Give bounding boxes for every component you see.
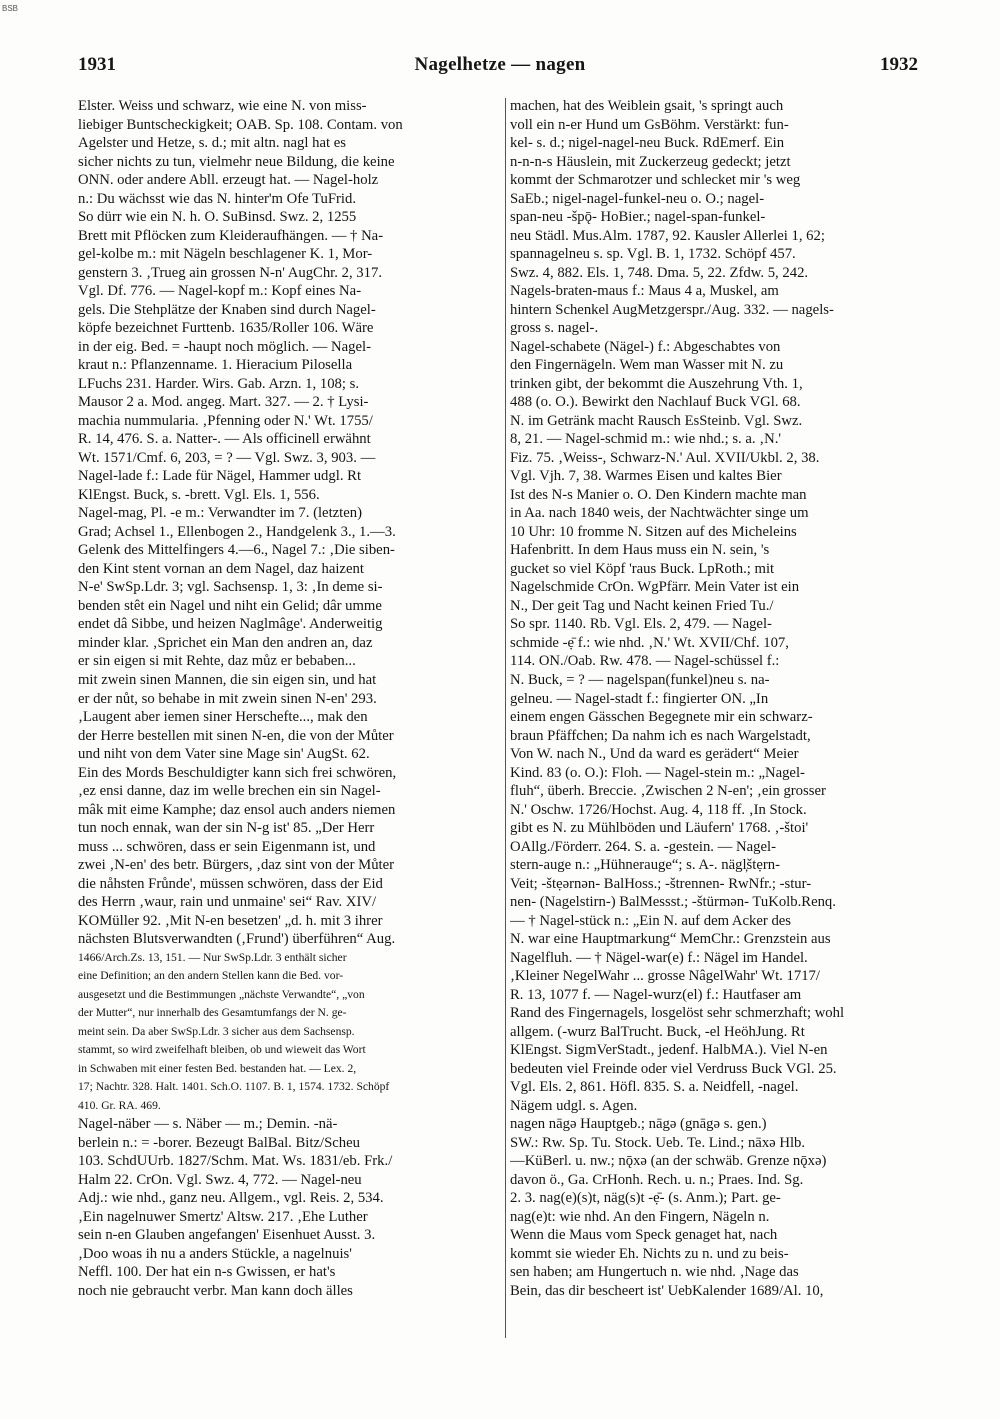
text-line: kraut n.: Pflanzenname. 1. Hieracium Pilosella <box>78 357 353 374</box>
text-line: braun Pfäffchen; Da nahm ich es nach Wargelstadt, <box>510 727 811 744</box>
text-line: den Kint stent vornan an dem Nagel, daz haizent <box>78 560 364 577</box>
text-line: der Herre bestellen mit sinen N-en, die von der Můter <box>78 727 394 744</box>
text-line: Vgl. Vjh. 7, 38. Warmes Eisen und kaltes Bier <box>510 468 782 485</box>
page-title: Nagelhetze — nagen <box>414 54 586 75</box>
text-line: berlein n.: = -borer. Bezeugt BalBal. Bitz/Scheu <box>78 1134 360 1151</box>
text-line: endet dâ Sibbe, und heizen Naglmâge'. Anderweitig <box>78 616 383 633</box>
text-line: hintern Schenkel AugMetzgerspr./Aug. 332. — nagels- <box>510 301 834 318</box>
text-line: noch nie gebraucht verbr. Man kann doch älles <box>78 1283 353 1299</box>
text-line: So spr. 1140. Rb. Vgl. Els. 2, 479. — Nagel- <box>510 616 772 633</box>
text-line: KlEngst. SigmVerStadt., jedenf. HalbMA.). Viel N-en <box>510 1042 828 1059</box>
text-line: machia nummularia. ‚Pfenning oder N.' Wt. 1755/ <box>78 412 373 429</box>
text-line: 488 (o. O.). Bewirkt den Nachlauf Buck VGl. 68. <box>510 394 801 411</box>
text-line: machen, hat des Weiblein gsait, 's springt auch <box>510 98 784 114</box>
text-line: Elster. Weiss und schwarz, wie eine N. von miss- <box>78 98 367 114</box>
text-line: 1466/Arch.Zs. 13, 151. — Nur SwSp.Ldr. 3 enthält sicher <box>78 950 347 964</box>
text-line: davon ö., Ga. CrHonh. Rech. u. n.; Praes. Ind. Sg. <box>510 1171 804 1188</box>
text-line: N.' Oschw. 1726/Hochst. Aug. 4, 118 ff. ‚In Stock. <box>510 801 807 818</box>
text-line: N. im Getränk macht Rausch EsSteinb. Vgl. Swz. <box>510 412 803 429</box>
text-line: zwei ‚N-en' des betr. Bürgers, ‚daz sint von der Můter <box>78 857 395 874</box>
text-line: 114. ON./Oab. Rw. 478. — Nagel-schüssel f.: <box>510 653 780 670</box>
text-line: Ist des N-s Manier o. O. Den Kindern machte man <box>510 486 807 503</box>
text-line: Fiz. 75. ‚Weiss-, Schwarz-N.' Aul. XVII/Ukbl. 2, 38. <box>510 449 820 466</box>
text-line: eine Definition; an den andern Stellen kann die Bed. vor- <box>78 969 344 983</box>
text-line: 410. Gr. RA. 469. <box>78 1098 161 1112</box>
text-line: Agelster und Hetze, s. d.; mit altn. nagl hat es <box>78 135 346 152</box>
text-line: OAllg./Förderr. 264. S. a. -gestein. — Nagel- <box>510 838 776 855</box>
text-line: N-e' SwSp.Ldr. 3; vgl. Sachsensp. 1, 3: ‚In deme si- <box>78 579 383 596</box>
text-line: neu Städl. Mus.Alm. 1787, 92. Kausler Allerlei 1, 62; <box>510 227 825 244</box>
text-line: Nagel-schabete (Nägel-) f.: Abgeschabtes von <box>510 338 781 355</box>
text-line: gel-kolbe m.: mit Nägeln beschlagener K. 1, Mor- <box>78 246 373 263</box>
text-line: Wt. 1571/Cmf. 6, 203, = ? — Vgl. Swz. 3, 903. — <box>78 449 376 466</box>
text-line: nächsten Blutsverwandten (‚Frund') überführen“ Aug. <box>78 931 396 948</box>
text-line: Veit; -štẹərnən- BalHoss.; -štrennen- RwNfr.; -stur- <box>510 875 812 892</box>
text-line: SaEb.; nigel-nagel-funkel-neu o. O.; nagel- <box>510 190 765 207</box>
text-line: tun noch ennak, wan der sin N-g ist' 85. „Der Herr <box>78 820 375 837</box>
text-line: KOMüller 92. ‚Mit N-en besetzen' „d. h. mit 3 ihrer <box>78 912 383 929</box>
text-line: LFuchs 231. Harder. Wirs. Gab. Arzn. 1, 108; s. <box>78 375 360 392</box>
text-line: trinken gibt, der bekommt die Auszehrung Vth. 1, <box>510 375 803 392</box>
text-line: er der nůt, so behabe in mit zwein sinen N-en' 293. <box>78 690 377 707</box>
text-line: ‚Ein nagelnuwer Smertz' Altsw. 217. ‚Ehe Luther <box>78 1208 368 1225</box>
text-line: nag(e)t: wie nhd. An den Fingern, Nägeln n. <box>510 1208 770 1225</box>
text-line: Neffl. 100. Der hat ein n-s Gwissen, er hat's <box>78 1264 336 1281</box>
text-line: liebiger Buntscheckigkeit; OAB. Sp. 108. Contam. von <box>78 116 403 133</box>
text-line: Ein des Mords Beschuldigter kann sich frei schwören, <box>78 764 397 781</box>
text-line: Swz. 4, 882. Els. 1, 748. Dma. 5, 22. Zfdw. 5, 242. <box>510 264 809 281</box>
text-line: mâk mit eime Kamphe; daz ensol auch anders niemen <box>78 801 396 818</box>
text-line: Kind. 83 (o. O.): Floh. — Nagel-stein m.: „Nagel- <box>510 764 805 781</box>
text-line: 2. 3. nag(e)(s)t, näg(s)t -ẹ̄- (s. Anm.); Part. ge- <box>510 1190 781 1207</box>
text-line: ausgesetzt und die Bestimmungen „nächste Verwandte“, „von <box>78 987 365 1001</box>
text-line: Vgl. Els. 2, 861. Höfl. 835. S. a. Neidfell, -nagel. <box>510 1079 799 1096</box>
text-line: spannagelneu s. sp. Vgl. B. 1, 1732. Schöpf 457. <box>510 246 796 263</box>
text-line: allgem. (-wurz BalTrucht. Buck, -el HeöhJung. Rt <box>510 1023 805 1040</box>
text-line: fluh“, überh. Breccie. ‚Zwischen 2 N-en'; ‚ein grosser <box>510 783 826 800</box>
text-line: in Aa. nach 1840 weis, der Nachtwächter singe um <box>510 505 809 522</box>
text-line: ‚ez ensi danne, daz im welle brechen ein sin Nagel- <box>78 783 381 800</box>
left-column <box>78 97 498 1301</box>
text-line: stammt, so wird zweifelhaft bleiben, ob und wieweit das Wort <box>78 1043 366 1057</box>
text-line: köpfe bezeichnet Furttenb. 1635/Roller 106. Wäre <box>78 320 374 337</box>
text-line: Hafenbritt. In dem Haus muss ein N. sein, 's <box>510 542 770 559</box>
text-line: gels. Die Stehplätze der Knaben sind durch Nagel- <box>78 301 376 318</box>
text-line: Wenn die Maus vom Speck genaget hat, nach <box>510 1227 778 1244</box>
text-line: So dürr wie ein N. h. O. SuBinsd. Swz. 2, 1255 <box>78 209 357 226</box>
text-line: den Fingernägeln. Wem man Wasser mit N. zu <box>510 357 784 374</box>
text-line: gibt es N. zu Mühlböden und Läufern' 1768. ‚-štoi' <box>510 820 809 837</box>
text-line: stern-auge n.: „Hühnerauge“; s. A-. nägl̦štẹrn- <box>510 857 780 874</box>
text-line: minder klar. ‚Sprichet ein Man den andren an, daz <box>78 634 373 651</box>
text-line: R. 14, 476. S. a. Natter-. — Als officinell erwähnt <box>78 431 371 448</box>
text-line: N. war eine Hauptmarkung“ MemChr.: Grenzstein aus <box>510 931 831 948</box>
text-line: Nagelschmide CrOn. WgPfärr. Mein Vater ist ein <box>510 579 800 596</box>
text-line: nen- (Nagelstirn-) BalMessst.; -štürmən- TuKolb.Renq. <box>510 894 836 911</box>
text-line: —KüBerl. u. nw.; nǭxə (an der schwäb. Grenze nǭxə) <box>510 1153 827 1170</box>
text-line: gelneu. — Nagel-stadt f.: fingierter ON. „In <box>510 690 769 707</box>
text-line: span-neu -špǭ- HoBier.; nagel-span-funkel- <box>510 209 766 226</box>
text-line: Adj.: wie nhd., ganz neu. Allgem., vgl. Reis. 2, 534. <box>78 1190 384 1207</box>
text-line: kommt sie wieder Eh. Nichts zu n. und zu beis- <box>510 1245 789 1262</box>
text-line: und niht von dem Vater sine Mage sin' AugSt. 62. <box>78 746 370 763</box>
text-line: genstern 3. ‚Trueg ain grossen N-n' AugChr. 2, 317. <box>78 264 382 281</box>
text-line: benden stêt ein Nagel und niht ein Gelid; dâr umme <box>78 597 382 614</box>
text-line: — † Nagel-stück n.: „Ein N. auf dem Acker des <box>510 912 792 929</box>
text-line: meint sein. Da aber SwSp.Ldr. 3 sicher aus dem Sachsensp. <box>78 1024 355 1038</box>
text-line: bedeuten viel Freinde oder viel Verdruss Buck VGl. 25. <box>510 1060 837 1077</box>
text-line: Nagel-mag, Pl. -e m.: Verwandter im 7. (letzten) <box>78 505 363 522</box>
text-line: schmide -ẹ̄ f.: wie nhd. ‚N.' Wt. XVII/Chf. 107, <box>510 634 789 651</box>
text-line: er sin eigen si mit Rehte, daz můz er bebaben... <box>78 653 356 670</box>
text-line: kommt der Schmarotzer und schlecket mir 's weg <box>510 172 801 189</box>
text-line: ONN. oder andere Abll. erzeugt hat. — Nagel-holz <box>78 172 379 189</box>
text-line: voll ein n-er Hund um GsBöhm. Verstärkt: fun- <box>510 116 789 133</box>
text-line: N. Buck, = ? — nagelspan(funkel)neu s. na- <box>510 671 770 688</box>
text-line: ‚Kleiner NegelWahr ... grosse NâgelWahr' Wt. 1717/ <box>510 968 820 985</box>
text-line: Bein, das dir bescheert ist' UebKalender 1689/Al. 10, <box>510 1283 824 1299</box>
page-number-right: 1932 <box>880 54 918 75</box>
text-line: Nagel-näber — s. Näber — m.; Demin. -nä- <box>78 1116 338 1133</box>
text-line: kel- s. d.; nigel-nagel-neu Buck. RdEmerf. Ein <box>510 135 785 152</box>
text-line: der Mutter“, nur innerhalb des Gesamtumfangs der N. ge- <box>78 1006 347 1020</box>
text-line: die nåhsten Frůnde', müssen schwören, dass der Eid <box>78 875 383 892</box>
text-line: SW.: Rw. Sp. Tu. Stock. Ueb. Te. Lind.; nāxə Hlb. <box>510 1134 806 1151</box>
text-line: Von W. nach N., Und da ward es gerädert“ Meier <box>510 746 799 763</box>
text-line: n-n-n-s Häuslein, mit Zuckerzeug gedeckt; jetzt <box>510 153 791 170</box>
text-line: Vgl. Df. 776. — Nagel-kopf m.: Kopf eines Na- <box>78 283 362 300</box>
text-line: Grad; Achsel 1., Ellenbogen 2., Handgelenk 3., 1.—3. <box>78 523 396 540</box>
column-divider <box>505 98 506 1338</box>
text-line: sein n-en Glauben angefangen' Eisenhuet Ausst. 3. <box>78 1227 376 1244</box>
right-column <box>510 97 930 1301</box>
text-line: 8, 21. — Nagel-schmid m.: wie nhd.; s. a. ‚N.' <box>510 431 782 448</box>
text-line: Mausor 2 a. Mod. angeg. Mart. 327. — 2. † Lysi- <box>78 394 369 411</box>
text-line: ‚Laugent aber iemen siner Herschefte..., mak den <box>78 709 368 726</box>
text-line: gucket so viel Köpf 'raus Buck. LpRoth.; mit <box>510 560 775 577</box>
text-line: sen haben; am Hungertuch n. wie nhd. ‚Nage das <box>510 1264 799 1281</box>
text-line: Gelenk des Mittelfingers 4.—6., Nagel 7.: ‚Die siben- <box>78 542 395 559</box>
text-line: Rand des Fingernagels, losgelöst sehr schmerzhaft; wohl <box>510 1005 845 1022</box>
text-line: mit zwein sinen Mannen, die sin eigen sin, und hat <box>78 671 377 688</box>
text-line: Nägem udgl. s. Agen. <box>510 1097 638 1114</box>
text-line: sicher nichts zu tun, vielmehr neue Bildung, die keine <box>78 153 395 170</box>
text-line: einem engen Gässchen Begegnete mir ein schwarz- <box>510 709 813 726</box>
running-header <box>0 54 1000 82</box>
text-line: ‚Doo woas ih nu a anders Stückle, a nagelnuis' <box>78 1245 352 1262</box>
text-line: des Herrn ‚waur, rain und unmaine' sei“ Rav. XIV/ <box>78 894 377 911</box>
text-line: in der eig. Bed. = -haupt noch möglich. — Nagel- <box>78 338 371 355</box>
text-line: in Schwaben mit einer festen Bed. bestanden hat. — Lex. 2, <box>78 1061 357 1075</box>
text-line: 10 Uhr: 10 fromme N. Sitzen auf des Micheleins <box>510 523 797 540</box>
text-line: KlEngst. Buck, s. -brett. Vgl. Els. 1, 556. <box>78 486 320 503</box>
text-line: nagen nāgə Hauptgeb.; nāgə (gnāgə s. gen.) <box>510 1116 767 1133</box>
text-line: 17; Nachtr. 328. Halt. 1401. Sch.O. 1107. B. 1, 1574. 1732. Schöpf <box>78 1080 390 1094</box>
text-line: Nagel-lade f.: Lade für Nägel, Hammer udgl. Rt <box>78 468 362 485</box>
text-line: Brett mit Pflöcken zum Kleideraufhängen. — † Na- <box>78 227 384 244</box>
text-line: muss ... schwören, dass er sein Eigenmann ist, und <box>78 838 376 855</box>
text-line: R. 13, 1077 f. — Nagel-wurz(el) f.: Hautfaser am <box>510 986 802 1003</box>
text-line: Nagelfluh. — † Nägel-war(e) f.: Nägel im Handel. <box>510 949 808 966</box>
page-number-left: 1931 <box>78 54 116 75</box>
text-line: n.: Du wächsst wie das N. hinter'm Ofe TuFrid. <box>78 190 357 207</box>
text-line: gross s. nagel-. <box>510 320 599 337</box>
library-stamp: BSB <box>2 4 19 13</box>
text-line: Halm 22. CrOn. Vgl. Swz. 4, 772. — Nagel-neu <box>78 1171 362 1188</box>
text-line: N., Der geit Tag und Nacht keinen Fried Tu./ <box>510 597 774 614</box>
text-line: Nagels-braten-maus f.: Maus 4 a, Muskel, am <box>510 283 779 300</box>
text-line: 103. SchdUUrb. 1827/Schm. Mat. Ws. 1831/eb. Frk./ <box>78 1153 393 1170</box>
